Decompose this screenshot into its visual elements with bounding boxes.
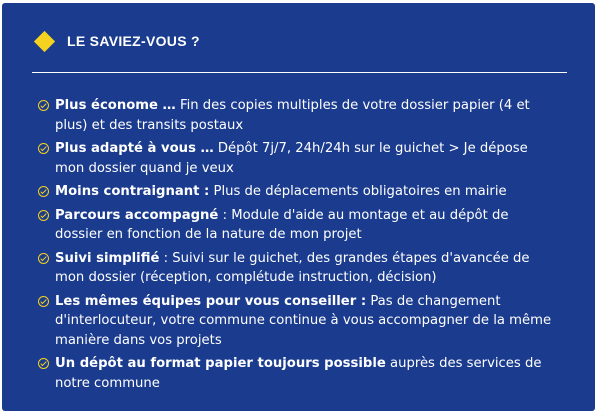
list-item xyxy=(38,96,558,135)
item-text: auprès des services de notre commune xyxy=(55,356,542,391)
item-text: Pas de changement d'interlocuteur, votre commune continue à vous accompagner de la même manière dans vos projets xyxy=(55,293,552,348)
item-lead: Plus adapté à vous … xyxy=(55,141,214,156)
list-item xyxy=(38,139,558,178)
list-item xyxy=(38,182,558,202)
yellow-diamond-icon xyxy=(34,30,55,51)
item-lead: Moins contraignant : xyxy=(55,184,210,199)
check-circle-icon xyxy=(38,210,49,221)
list-item xyxy=(38,354,558,393)
check-circle-icon xyxy=(38,253,49,264)
list-item xyxy=(38,249,558,288)
check-circle-icon xyxy=(38,296,49,307)
info-card xyxy=(2,3,595,411)
item-text: Plus de déplacements obligatoires en mairie xyxy=(209,184,507,199)
item-text: : Suivi sur le guichet, des grandes étapes d'avancée de mon dossier (réception, complétude instruction, décision) xyxy=(55,250,530,285)
check-circle-icon xyxy=(38,100,49,111)
check-circle-icon xyxy=(38,186,49,197)
item-lead: Parcours accompagné xyxy=(55,207,219,223)
card-header xyxy=(34,33,200,49)
header-divider xyxy=(32,72,567,73)
item-text: : Module d'aide au montage et au dépôt de dossier en fonction de la nature de mon projet xyxy=(55,207,509,242)
item-lead: Plus économe … xyxy=(55,98,176,113)
check-circle-icon xyxy=(38,143,49,154)
list-item xyxy=(38,206,558,245)
list-item xyxy=(38,292,558,351)
card-title: LE SAVIEZ-VOUS ? xyxy=(67,33,200,49)
item-lead: Un dépôt au format papier toujours possible xyxy=(55,356,386,371)
item-lead: Les mêmes équipes pour vous conseiller : xyxy=(55,293,367,309)
check-circle-icon xyxy=(38,358,49,369)
benefits-list xyxy=(38,96,558,397)
item-lead: Suivi simplifié xyxy=(55,250,160,266)
item-text: Fin des copies multiples de votre dossier papier (4 et plus) et des transits postaux xyxy=(55,98,530,133)
item-text: Dépôt 7j/7, 24h/24h sur le guichet > Je dépose mon dossier quand je veux xyxy=(55,141,528,176)
